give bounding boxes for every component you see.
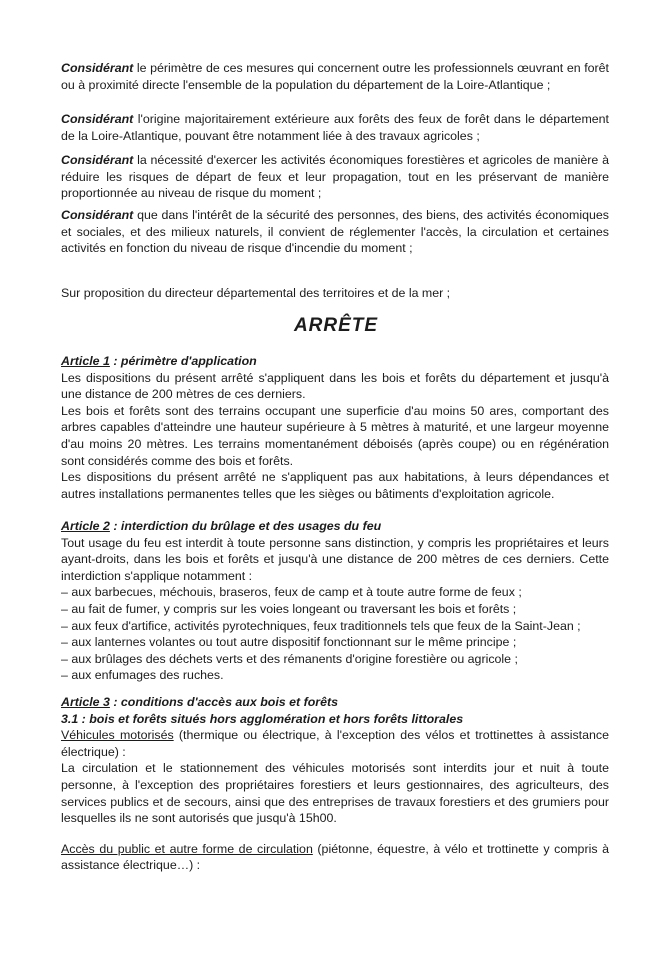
article-3-title: : conditions d'accès aux bois et forêts <box>109 695 339 709</box>
list-item: – aux enfumages des ruches. <box>61 668 224 683</box>
considerant-3 <box>61 152 609 202</box>
vehicules-text: La circulation et le stationnement des véhicules motorisés sont interdits jour et nuit à toute personne, à l'exception des propriétaires forestiers et leurs gestionnaires, des agriculteurs, des services publics et de secours, ainsi que des entreprises de travaux forestiers et des grumiers pour lesquelles ils ne sont autorisés que jusqu'à 15h00. <box>61 761 609 826</box>
article-3-subheading: 3.1 : bois et forêts situés hors agglomération et hors forêts littorales <box>61 711 464 726</box>
article-1-heading <box>61 353 609 370</box>
considerant-4 <box>61 207 609 257</box>
article-2-title: : interdiction du brûlage et des usages du feu <box>109 519 382 533</box>
article-1-title: : périmètre d'application <box>109 354 257 368</box>
article-1-number: Article 1 <box>61 354 110 368</box>
considerant-lead: Considérant <box>61 153 134 167</box>
decree-title: ARRÊTE <box>293 315 379 336</box>
vehicules-heading <box>61 727 609 760</box>
considerant-lead: Considérant <box>61 112 134 126</box>
considerant-text: la nécessité d'exercer les activités économiques forestières et agricoles de manière à réduire les risques de départ de feux et leur propagation, tout en les préservant de manière proportionnée au niveau de risque du moment ; <box>61 153 609 201</box>
article-2 <box>61 518 609 684</box>
proposition-text: Sur proposition du directeur départemental des territoires et de la mer ; <box>61 286 451 300</box>
list-item: – aux barbecues, méchouis, braseros, feux de camp et à toute autre forme de feux ; <box>61 585 522 600</box>
list-item: – aux brûlages des déchets verts et des rémanents d'origine forestière ou agricole ; <box>61 651 518 666</box>
considerant-text: l'origine majoritairement extérieure aux forêts des feux de forêt dans le département de la Loire-Atlantique, pouvant être notamment liée à des travaux agricoles ; <box>61 112 609 143</box>
article-2-number: Article 2 <box>61 519 110 533</box>
acces-heading <box>61 841 609 874</box>
article-3 <box>61 694 609 874</box>
article-1-para: Les dispositions du présent arrêté ne s'appliquent pas aux habitations, à leurs dépendances et autres installations permanentes telles que les sièges ou bâtiments d'exploitation agricole. <box>61 470 609 501</box>
article-2-intro: Tout usage du feu est interdit à toute personne sans distinction, y compris les propriétaires et leurs ayant-droits, dans les bois et forêts et jusqu'à une distance de 200 mètres de ces derniers. Cette interdiction s'applique notamment : <box>61 535 609 583</box>
acces-rest: (piétonne, équestre, à vélo et trottinette y compris à assistance électrique…) : <box>61 841 609 873</box>
article-3-number: Article 3 <box>61 695 110 709</box>
list-item: – aux feux d'artifice, activités pyrotechniques, feux traditionnels tels que feux de la Saint-Jean ; <box>61 618 581 633</box>
acces-label: Accès du public et autre forme de circulation <box>61 841 313 856</box>
list-item: – aux lanternes volantes ou tout autre dispositif fonctionnant sur le même principe ; <box>61 635 517 650</box>
considerant-text: le périmètre de ces mesures qui concernent outre les professionnels œuvrant en forêt ou à proximité directe l'ensemble de la population du département de la Loire-Atlantique ; <box>61 61 609 92</box>
article-2-heading <box>61 518 609 535</box>
vehicules-label: Véhicules motorisés <box>61 728 174 743</box>
considerant-lead: Considérant <box>61 61 134 75</box>
article-3-heading <box>61 694 609 711</box>
considerant-1 <box>61 60 609 93</box>
article-1-para: Les bois et forêts sont des terrains occupant une superficie d'au moins 50 ares, comportant des arbres capables d'atteindre une hauteur supérieure à 5 mètres à maturité, et une largeur moyenne d'au moins 20 mètres. Les terrains momentanément déboisés (après coupe) ou en régénération sont considérés comme des bois et forêts. <box>61 403 609 468</box>
vehicules-rest: (thermique ou électrique, à l'exception des vélos et trottinettes à assistance électrique) : <box>61 728 609 759</box>
list-item: – au fait de fumer, y compris sur les voies longeant ou traversant les bois et forêts ; <box>61 601 517 616</box>
considerant-text: que dans l'intérêt de la sécurité des personnes, des biens, des activités économiques et sociales, et des milieux naturels, il convient de réglementer l'accès, la circulation et certaines activités en fonction du niveau de risque d'incendie du moment ; <box>61 208 609 256</box>
proposition <box>61 285 609 302</box>
article-2-list <box>61 584 609 684</box>
article-1 <box>61 353 609 502</box>
considerant-lead: Considérant <box>61 208 134 222</box>
considerant-2 <box>61 111 609 144</box>
article-1-para: Les dispositions du présent arrêté s'appliquent dans les bois et forêts du département et jusqu'à une distance de 200 mètres de ces derniers. <box>61 370 609 402</box>
